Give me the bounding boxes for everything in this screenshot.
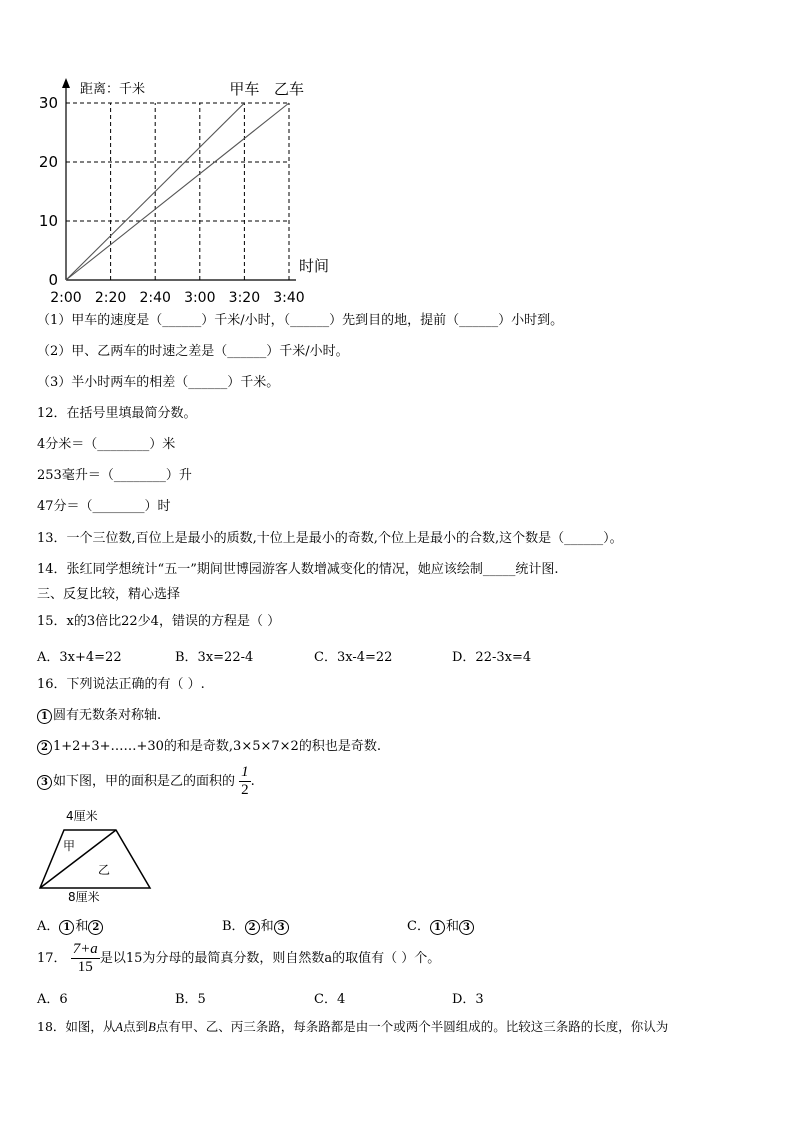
point-a-label: A xyxy=(115,1020,124,1034)
q17-number: 17． xyxy=(37,951,67,966)
circled-number-1: 1 xyxy=(430,920,445,935)
circled-number-1: 1 xyxy=(37,709,52,724)
q12-line2: 253毫升＝（________）升 xyxy=(37,468,192,483)
distance-time-chart xyxy=(0,0,794,310)
q16-s3-text: 如下图，甲的面积是乙的面积的 xyxy=(53,774,236,789)
q15-option-d: D．22-3x=4 xyxy=(452,650,532,665)
trapezoid-top-label: 4厘米 xyxy=(66,809,98,823)
y-tick-label: 30 xyxy=(38,94,58,112)
x-tick-label: 2:20 xyxy=(94,290,127,306)
q16-s3-end: . xyxy=(250,774,255,789)
q16-c-label: C． xyxy=(407,919,430,934)
y-tick-label: 10 xyxy=(38,212,58,230)
q11-part2: （2）甲、乙两车的时速之差是（______）千米/小时。 xyxy=(37,344,349,359)
q18-post: 点有甲、乙、丙三条路，每条路都是由一个或两个半圆组成的。比较这三条路的长度，你认为 xyxy=(155,1019,669,1034)
q16-statement-3 xyxy=(37,764,255,800)
x-tick-label: 2:40 xyxy=(139,290,171,306)
q16-a-label: A． xyxy=(37,919,60,934)
q12-line1: 4分米＝（________）米 xyxy=(37,437,176,452)
fraction-denominator: 2 xyxy=(241,782,249,798)
fraction-denominator: 15 xyxy=(77,959,93,975)
fraction-one-half xyxy=(239,764,251,799)
y-axis-arrow xyxy=(62,78,70,88)
q17-option-c: C．4 xyxy=(314,992,346,1007)
x-tick-label: 2:00 xyxy=(50,290,82,306)
q14-question: 14．张红同学想统计“五一”期间世博园游客人数增减变化的情况，她应该绘制_____统计图. xyxy=(37,562,559,577)
trapezoid-shape xyxy=(40,830,150,888)
x-tick-labels xyxy=(50,290,304,306)
fraction-numerator: 7+a xyxy=(72,941,98,957)
q18-stem xyxy=(37,1019,668,1035)
region-yi-label: 乙 xyxy=(98,863,111,877)
q16-b-and: 和 xyxy=(260,919,274,934)
circled-number-3: 3 xyxy=(459,920,474,935)
section-3-heading: 三、反复比较，精心选择 xyxy=(37,587,181,602)
y-axis-label: 距离：千米 xyxy=(80,82,146,97)
q16-b-label: B． xyxy=(222,919,245,934)
region-jia-label: 甲 xyxy=(63,839,76,853)
q16-a-and: 和 xyxy=(75,919,89,934)
q17-option-b: B．5 xyxy=(175,992,206,1007)
q16-option-b xyxy=(222,915,290,935)
q16-s1-text: 圆有无数条对称轴. xyxy=(53,708,162,723)
series-line-yi xyxy=(66,103,289,280)
x-tick-label: 3:40 xyxy=(273,290,305,306)
q16-statement-1 xyxy=(37,708,161,724)
circled-number-3: 3 xyxy=(274,920,289,935)
fraction-7-plus-a-over-15 xyxy=(71,941,100,976)
q15-option-a: A．3x+4=22 xyxy=(37,650,122,665)
q18-mid: 点到 xyxy=(123,1019,149,1034)
fraction-numerator: 1 xyxy=(241,764,249,780)
y-tick-label: 0 xyxy=(48,271,58,289)
series-label-yi: 乙车 xyxy=(273,80,305,98)
q11-part3: （3）半小时两车的相差（______）千米。 xyxy=(37,375,280,390)
q15-stem: 15．x的3倍比22少4，错误的方程是（ ） xyxy=(37,614,281,629)
circled-number-2: 2 xyxy=(37,740,52,755)
chart-series xyxy=(66,103,289,280)
circled-number-1: 1 xyxy=(59,920,74,935)
point-b-label: B xyxy=(148,1020,156,1034)
y-tick-labels xyxy=(39,94,58,289)
q16-stem: 16．下列说法正确的有（ ）. xyxy=(37,677,205,692)
q17-option-a: A．6 xyxy=(37,992,68,1007)
q17-stem xyxy=(37,941,440,977)
trapezoid-figure xyxy=(30,805,160,905)
series-label-jia: 甲车 xyxy=(229,80,260,98)
q13-question: 13．一个三位数,百位上是最小的质数,十位上是最小的奇数,个位上是最小的合数,这个数是（______）。 xyxy=(37,531,623,546)
q16-option-c xyxy=(407,915,475,935)
trapezoid-bottom-label: 8厘米 xyxy=(68,890,100,904)
x-tick-label: 3:20 xyxy=(228,290,261,306)
q12-line3: 47分＝（________）时 xyxy=(37,499,171,514)
q17-option-d: D．3 xyxy=(452,992,484,1007)
circled-number-2: 2 xyxy=(245,920,260,935)
q16-option-a xyxy=(37,915,104,935)
x-tick-label: 3:00 xyxy=(184,290,216,306)
y-tick-label: 20 xyxy=(38,153,58,171)
q16-c-and: 和 xyxy=(445,919,459,934)
q18-pre: 18．如图，从 xyxy=(37,1019,116,1034)
q16-s2-text: 1+2+3+……+30的和是奇数,3×5×7×2的积也是奇数. xyxy=(53,739,381,754)
x-axis-label: 时间 xyxy=(299,257,330,275)
q17-stem-text: 是以15为分母的最简真分数，则自然数a的取值有（ ）个。 xyxy=(99,951,441,966)
circled-number-2: 2 xyxy=(88,920,103,935)
q16-statement-2 xyxy=(37,739,381,755)
circled-number-3: 3 xyxy=(37,775,52,790)
q12-title: 12．在括号里填最简分数。 xyxy=(37,406,197,421)
q11-part1: （1）甲车的速度是（______）千米/小时，（______）先到目的地，提前（______）小时到。 xyxy=(37,313,564,328)
series-labels xyxy=(229,80,304,98)
q15-option-b: B．3x=22-4 xyxy=(175,650,254,665)
q15-option-c: C．3x-4=22 xyxy=(314,650,393,665)
